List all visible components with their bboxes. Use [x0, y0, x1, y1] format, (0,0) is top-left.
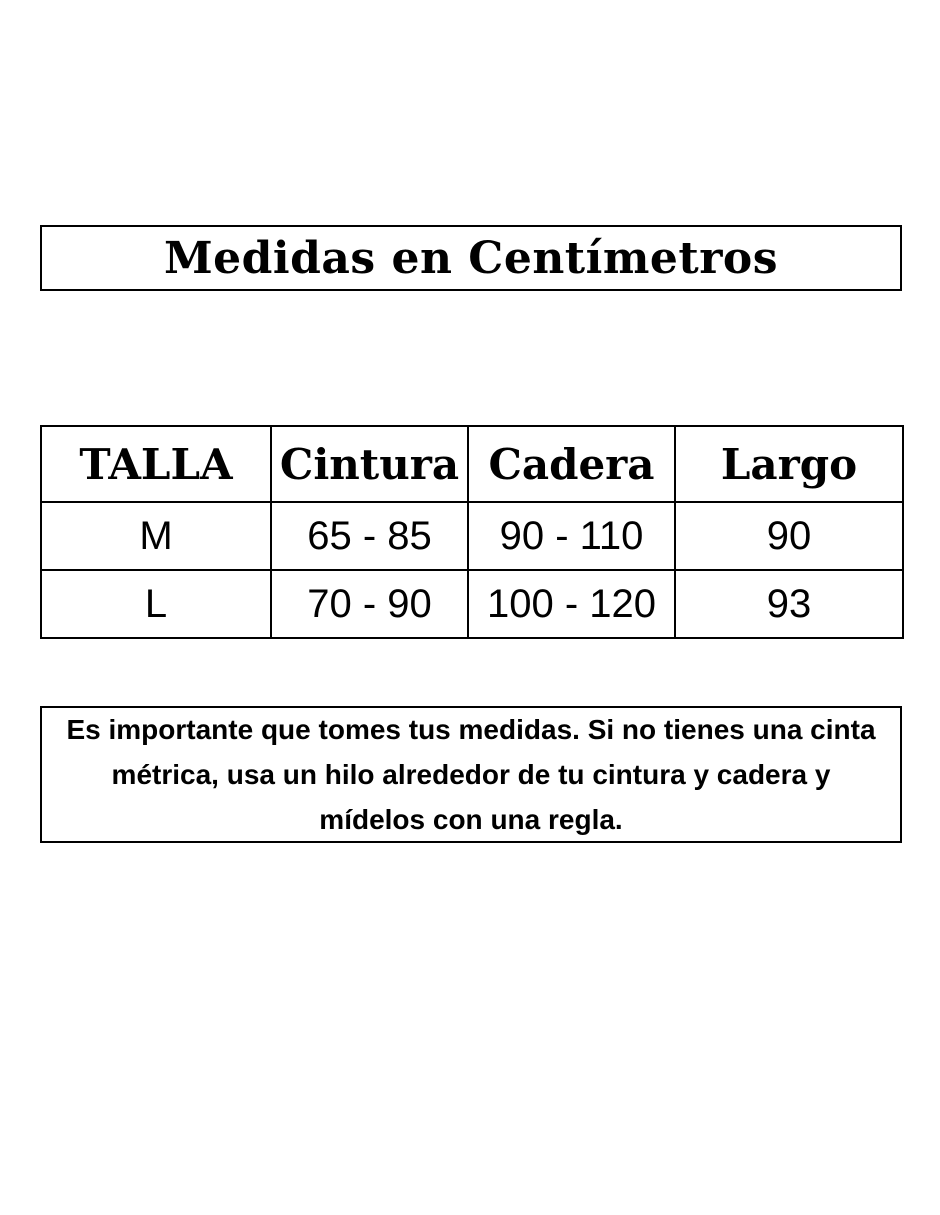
cell-cintura: 70 - 90	[271, 570, 468, 638]
header-cadera: Cadera	[468, 426, 675, 502]
cell-cadera: 100 - 120	[468, 570, 675, 638]
header-cintura: Cintura	[271, 426, 468, 502]
table-header-row	[41, 426, 903, 502]
cell-cadera: 90 - 110	[468, 502, 675, 570]
table-row	[41, 570, 903, 638]
cell-cintura: 65 - 85	[271, 502, 468, 570]
size-table	[40, 425, 904, 639]
header-talla: TALLA	[41, 426, 271, 502]
cell-talla: M	[41, 502, 271, 570]
note-box	[40, 706, 902, 843]
title-box	[40, 225, 902, 291]
cell-largo: 90	[675, 502, 903, 570]
cell-talla: L	[41, 570, 271, 638]
table-row	[41, 502, 903, 570]
cell-largo: 93	[675, 570, 903, 638]
header-largo: Largo	[675, 426, 903, 502]
measurement-note: Es importante que tomes tus medidas. Si no tienes una cinta métrica, usa un hilo alrededor de tu cintura y cadera y mídelos con una regla.	[66, 714, 876, 835]
page-title: Medidas en Centímetros	[163, 232, 779, 284]
